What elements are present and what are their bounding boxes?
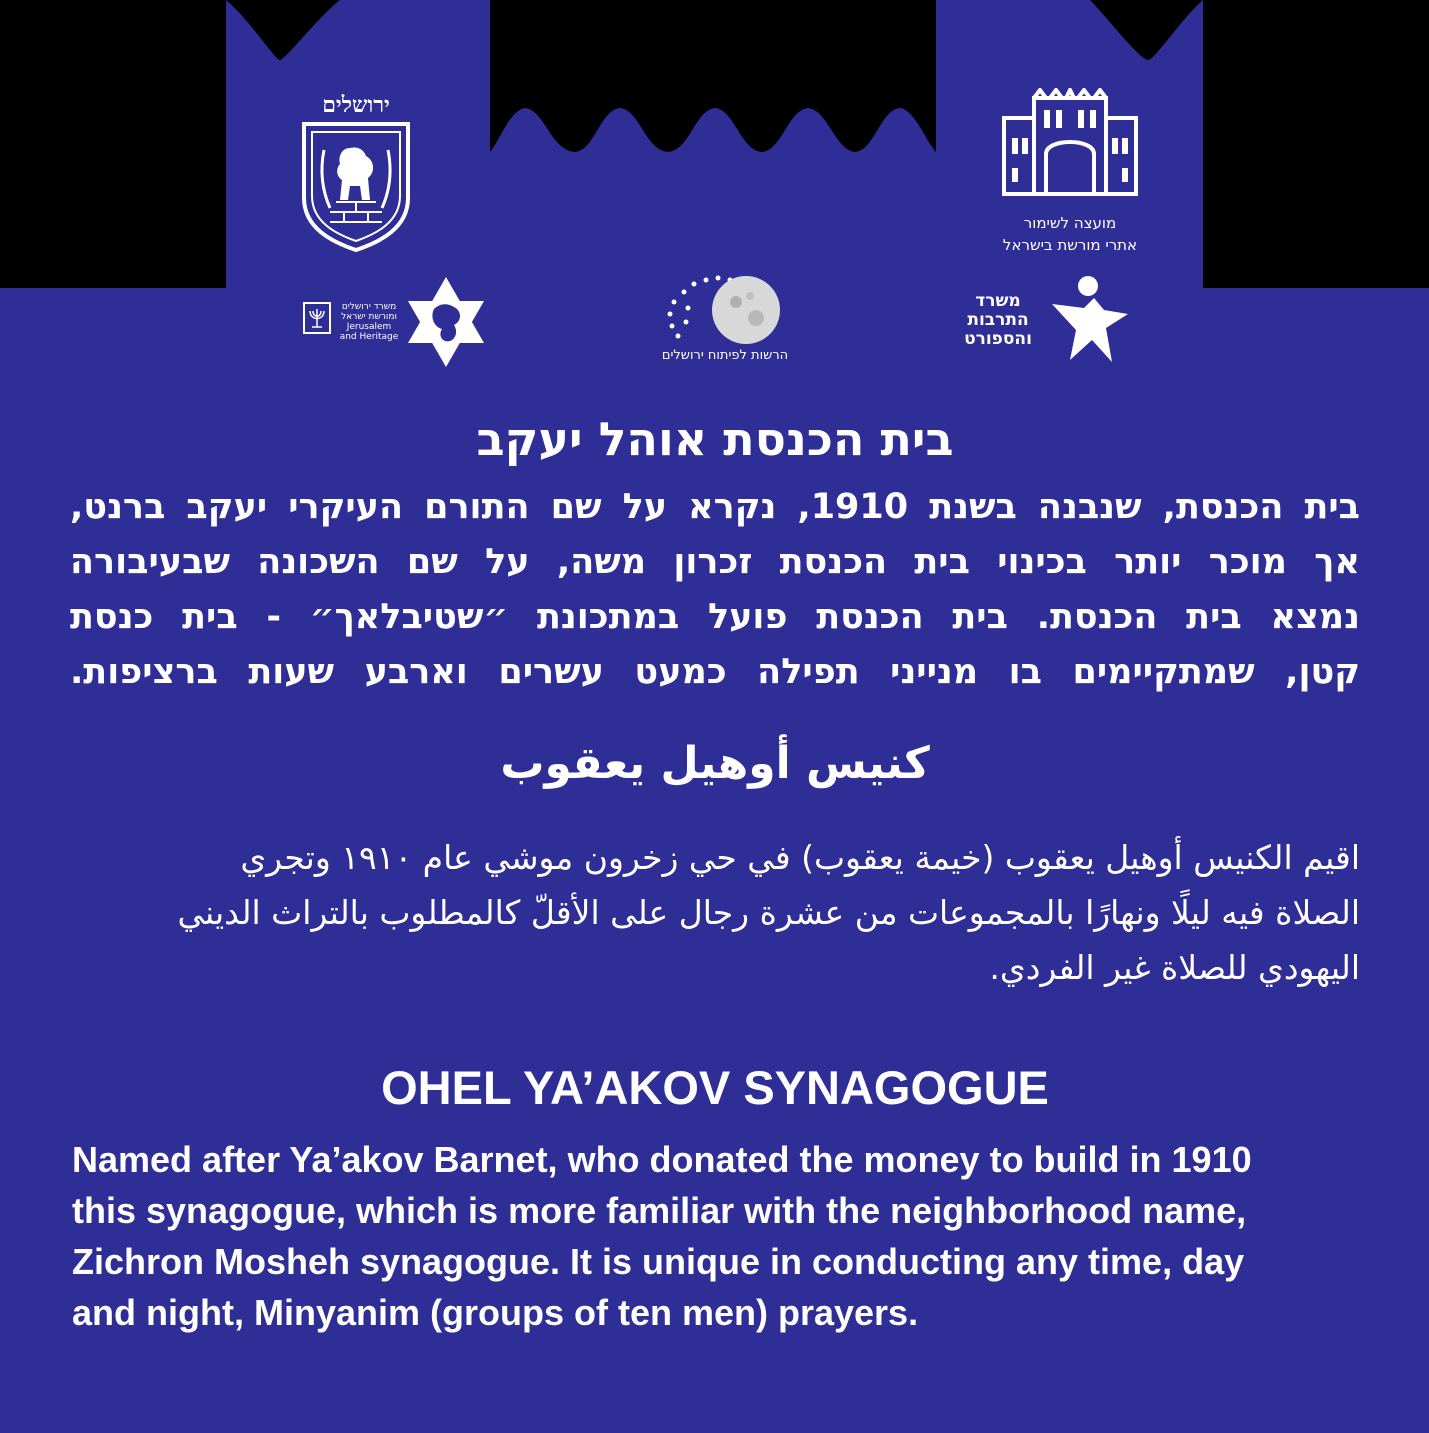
english-line-3: Zichron Mosheh synagogue. It is unique in conducting any time, day bbox=[72, 1241, 1245, 1282]
jerusalem-lion-emblem-icon bbox=[300, 120, 412, 252]
ministry-jh-line1: משרד ירושלים bbox=[341, 302, 397, 312]
star-figure-icon bbox=[1048, 274, 1130, 368]
hebrew-line-3: נמצא בית הכנסת. בית הכנסת פועל במתכונת ״שטיבלאך״ - בית כנסת bbox=[70, 597, 1360, 637]
english-line-4: and night, Minyanim (groups of ten men) prayers. bbox=[72, 1292, 919, 1333]
heritage-building-icon bbox=[1000, 88, 1140, 198]
hebrew-line-2: אך מוכר יותר בכינוי בית הכנסת זכרון משה, על שם השכונה שבעיבורה bbox=[70, 542, 1360, 582]
arabic-body bbox=[70, 830, 1360, 995]
menorah-emblem-icon bbox=[302, 301, 332, 335]
english-line-1: Named after Ya’akov Barnet, who donated the money to build in 1910 bbox=[72, 1139, 1252, 1180]
hebrew-line-4: קטן, שמתקיימים בו מנייני תפילה כמעט עשרים וארבע שעות ברציפות. bbox=[70, 652, 1360, 692]
ministry-culture-line2: התרבות bbox=[967, 310, 1029, 330]
heritage-council-logo bbox=[960, 88, 1180, 258]
jerusalem-development-authority-label: הרשות לפיתוח ירושלים bbox=[661, 348, 789, 363]
ministry-jh-line3: Jerusalem bbox=[346, 322, 392, 332]
english-title: OHEL YA’AKOV SYNAGOGUE bbox=[381, 1061, 1049, 1114]
star-of-david-lion-icon bbox=[404, 275, 488, 369]
jerusalem-development-authority-logo bbox=[630, 270, 820, 370]
arabic-line-3: اليهودي للصلاة غير الفردي. bbox=[989, 948, 1360, 987]
arabic-title: كنيس أوهيل يعقوب bbox=[500, 738, 930, 789]
hebrew-line-1: בית הכנסת, שנבנה בשנת 1910, נקרא על שם התורם העיקרי יעקב ברנט, bbox=[70, 487, 1361, 527]
ministry-culture-line3: והספורט bbox=[964, 329, 1032, 349]
english-body bbox=[72, 1134, 1362, 1338]
moon-circle-icon bbox=[664, 272, 784, 346]
jerusalem-emblem bbox=[296, 92, 416, 257]
ministry-jerusalem-heritage-logo bbox=[300, 275, 490, 370]
heritage-council-line2: אתרי מורשת בישראל bbox=[1002, 236, 1138, 254]
ministry-culture-line1: משרד bbox=[975, 291, 1021, 311]
ministry-jh-line2: ומורשת ישראל bbox=[341, 312, 397, 322]
ministry-culture-sport-logo bbox=[948, 272, 1138, 372]
english-line-2: this synagogue, which is more familiar with the neighborhood name, bbox=[72, 1190, 1247, 1231]
arabic-line-2: الصلاة فيه ليلًا ونهارًا بالمجموعات من عشرة رجال على الأقلّ كالمطلوب بالتراث الديني bbox=[177, 893, 1360, 932]
ministry-jh-line4: and Heritage bbox=[339, 332, 399, 342]
hebrew-body bbox=[70, 480, 1360, 700]
heritage-council-line1: מועצה לשימור bbox=[1023, 214, 1117, 232]
hebrew-title: בית הכנסת אוהל יעקב bbox=[476, 412, 954, 466]
jerusalem-emblem-label: ירושלים bbox=[322, 92, 390, 118]
arabic-line-1: اقيم الكنيس أوهيل يعقوب (خيمة يعقوب) في حي زخرون موشي عام ١٩١٠ وتجري bbox=[240, 838, 1360, 877]
